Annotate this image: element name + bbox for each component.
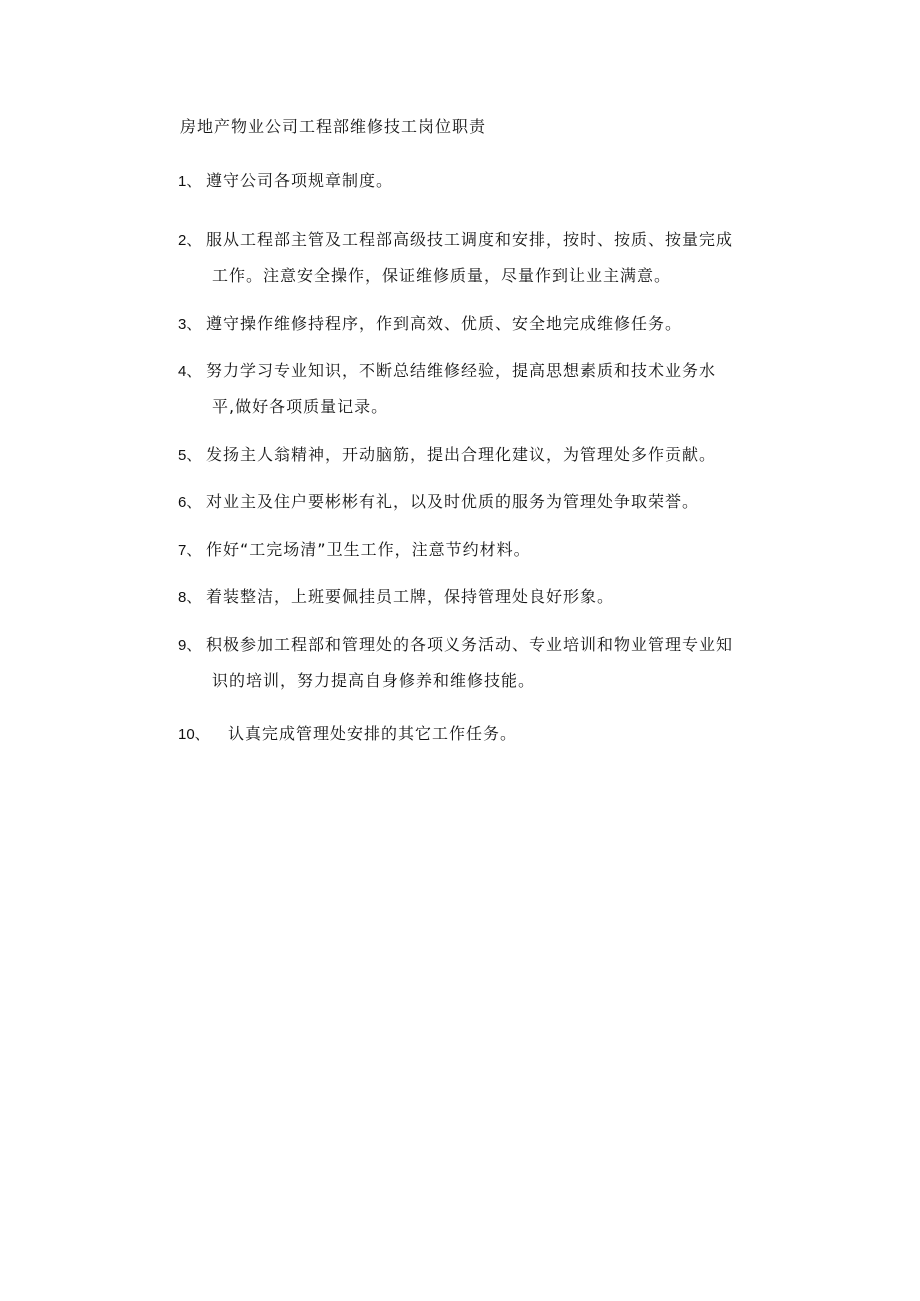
- item-number: 10、: [178, 726, 210, 743]
- list-item: [178, 314, 682, 335]
- item-text: 努力学习专业知识，不断总结维修经验，提高思想素质和技术业务水: [206, 361, 717, 380]
- item-number: 1、: [178, 173, 202, 190]
- item-number: 2、: [178, 232, 202, 249]
- item-text: 发扬主人翁精神，开动脑筋，提出合理化建议，为管理处多作贡献。: [206, 445, 717, 464]
- document-title: 房地产物业公司工程部维修技工岗位职责: [180, 117, 487, 136]
- item-text: 对业主及住户要彬彬有礼，以及时优质的服务为管理处争取荣誉。: [206, 492, 700, 511]
- item-number: 8、: [178, 589, 202, 606]
- item-text: 遵守公司各项规章制度。: [206, 171, 394, 190]
- list-item: [178, 361, 716, 382]
- item-text: 积极参加工程部和管理处的各项义务活动、专业培训和物业管理专业知: [206, 635, 734, 654]
- item-number: 9、: [178, 637, 202, 654]
- list-item: [178, 635, 733, 656]
- item-number: 7、: [178, 542, 202, 559]
- item-text: 作好“工完场清”卫生工作，注意节约材料。: [206, 540, 531, 559]
- list-item: [178, 171, 393, 192]
- item-text: 着装整洁，上班要佩挂员工牌，保持管理处良好形象。: [206, 587, 615, 606]
- item-number: 3、: [178, 316, 202, 333]
- list-item: [178, 230, 733, 251]
- item-text: 遵守操作维修持程序，作到高效、优质、安全地完成维修任务。: [206, 314, 683, 333]
- list-item: [178, 540, 531, 561]
- item-continuation: 平,做好各项质量记录。: [212, 397, 389, 416]
- list-item: [178, 587, 614, 608]
- list-item: [178, 724, 517, 745]
- list-item: [178, 492, 699, 513]
- item-continuation: 识的培训，努力提高自身修养和维修技能。: [212, 671, 536, 690]
- item-text: 服从工程部主管及工程部高级技工调度和安排，按时、按质、按量完成: [206, 230, 734, 249]
- list-item: [178, 445, 716, 466]
- item-number: 5、: [178, 447, 202, 464]
- item-continuation: 工作。注意安全操作，保证维修质量，尽量作到让业主满意。: [212, 266, 672, 285]
- item-text: 认真完成管理处安排的其它工作任务。: [228, 724, 518, 743]
- item-number: 6、: [178, 494, 202, 511]
- item-number: 4、: [178, 363, 202, 380]
